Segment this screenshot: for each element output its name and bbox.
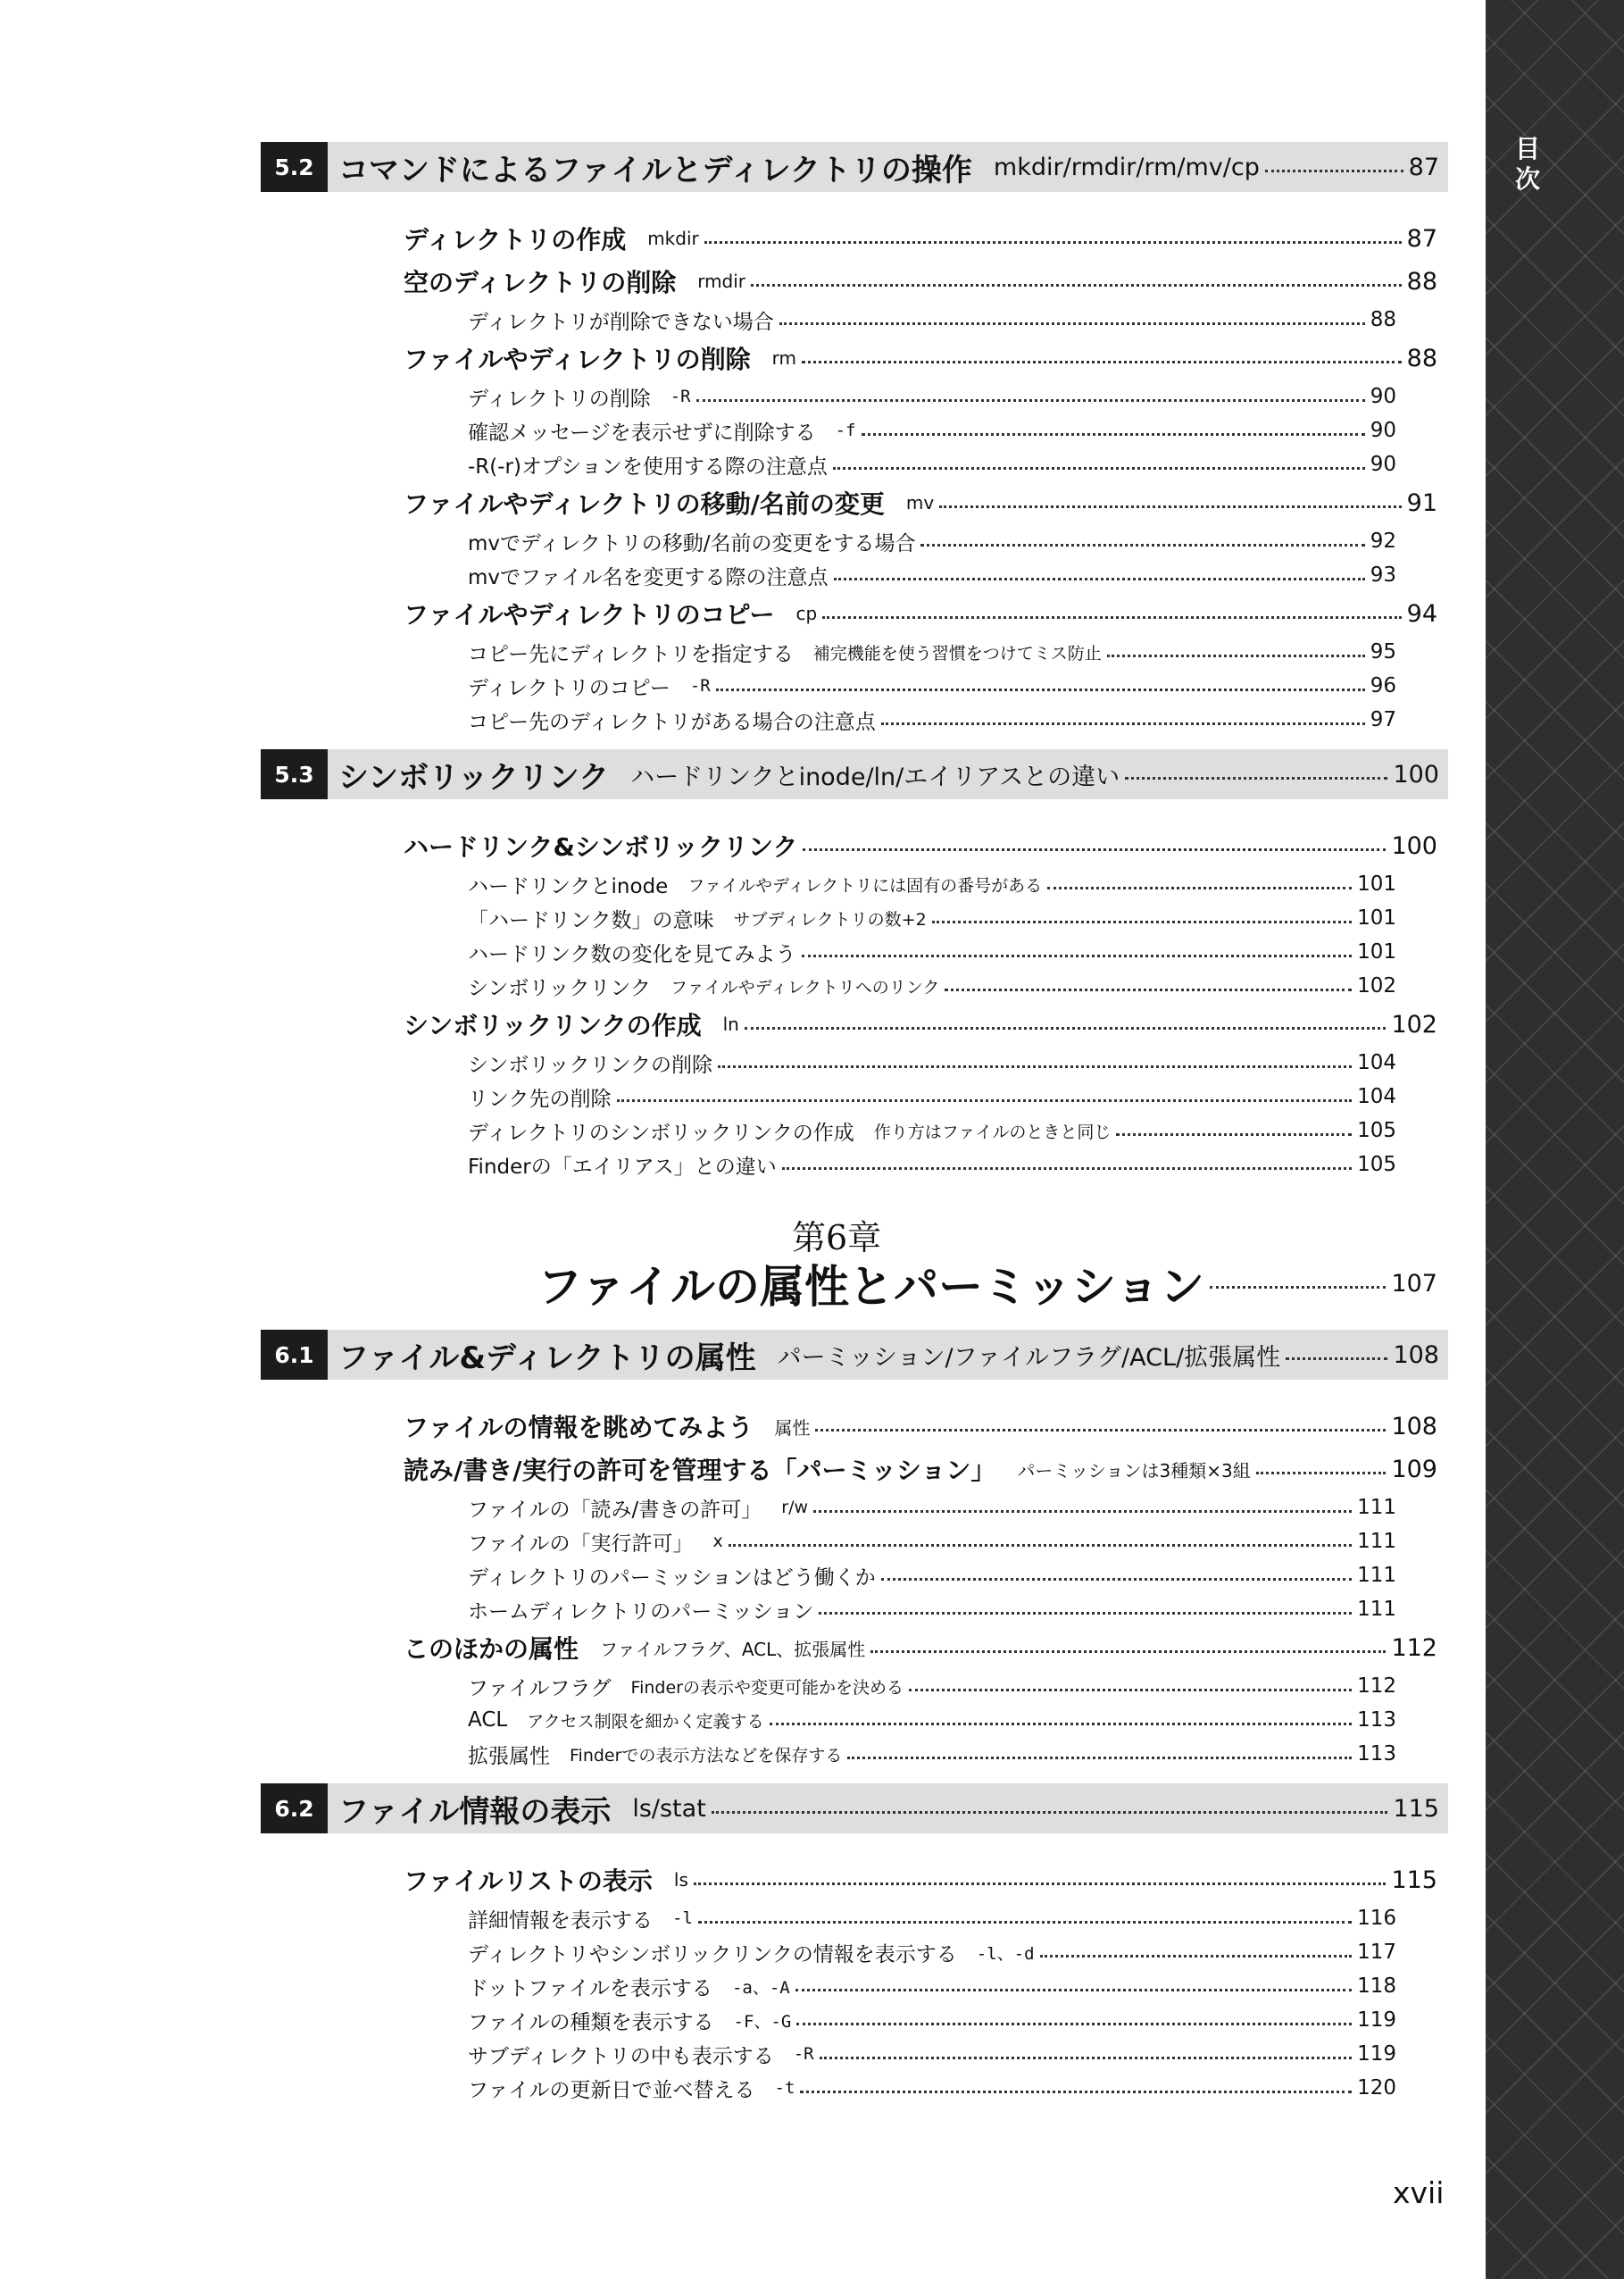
leader-dots [881,722,1365,725]
entry-title: リンク先の削除 [468,1087,612,1111]
leader-dots [745,1027,1387,1030]
entry-page: 94 [1406,599,1437,628]
entry-page: 87 [1406,224,1437,253]
chapter-page: 107 [1391,1269,1437,1298]
leader-dots [1040,1955,1353,1958]
chapter-title-row[interactable] [537,1251,1437,1315]
chapter-title: ファイルの属性とパーミッション [537,1261,1204,1313]
section-title-right [756,1338,1448,1373]
section-heading-6-2[interactable] [261,1783,1448,1833]
leader-dots [945,989,1352,991]
toc-entry[interactable] [404,592,1437,635]
entry-subtitle: 作り方はファイルのときと同じ [873,1122,1112,1142]
entry-page: 88 [1406,267,1437,296]
entry-page: 100 [1391,831,1437,860]
entry-subtitle: アクセス制限を細かく定義する [527,1711,764,1732]
section-subtitle: ls/stat [632,1794,706,1823]
entry-page: 97 [1370,708,1396,731]
section-number: 5.2 [261,142,328,192]
entry-title: 拡張属性 [468,1744,550,1768]
toc-subentry[interactable] [468,1558,1396,1592]
leader-dots [779,322,1365,325]
leader-dots [1047,887,1352,889]
leader-dots [1265,170,1403,172]
entry-page: 111 [1357,1496,1396,1519]
toc-subentry[interactable] [468,703,1396,737]
entry-page: 112 [1357,1674,1396,1698]
entry-title: ファイルリストの表示 [404,1866,653,1896]
index-tab-label: 目次 [1514,134,1540,194]
entry-subtitle: -R [793,2044,814,2064]
leader-dots [847,1757,1352,1759]
entry-title: このほかの属性 [404,1634,579,1664]
section-subtitle: mkdir/rmdir/rm/mv/cp [993,153,1260,181]
entry-page: 92 [1370,530,1396,553]
leader-dots [815,1429,1386,1432]
section-heading-5-2[interactable] [261,142,1448,192]
entry-page: 116 [1357,1907,1396,1930]
toc-entry[interactable] [404,217,1437,260]
toc-subentry[interactable] [468,1969,1396,2003]
section-title-right [611,1795,1448,1823]
entry-page: 111 [1357,1564,1396,1587]
leader-dots [712,1811,1388,1814]
section-title: ファイル&ディレクトリの属性 [338,1340,756,1376]
toc-subentry[interactable] [468,1669,1396,1703]
entry-title: ファイルやディレクトリのコピー [404,600,775,630]
toc-entry[interactable] [404,1626,1437,1669]
leader-dots [718,1065,1352,1068]
toc-subentry[interactable] [468,1490,1396,1524]
entry-title: ディレクトリが削除できない場合 [468,310,774,334]
leader-dots [802,955,1353,957]
entry-subtitle: -a、-A [731,1977,790,1998]
entry-page: 101 [1357,906,1396,930]
section-heading-6-1[interactable] [261,1330,1448,1380]
entry-title: ファイルの種類を表示する [468,2010,714,2034]
toc-subentry[interactable] [468,969,1396,1003]
leader-dots [696,399,1365,402]
entry-subtitle: mv [905,492,935,513]
toc-subentry[interactable] [468,901,1396,935]
entry-title: サブディレクトリの中も表示する [468,2044,774,2068]
section-title: シンボリックリンク [338,759,610,796]
entry-page: 102 [1357,974,1396,998]
toc-subentry[interactable] [468,867,1396,901]
entry-page: 112 [1391,1633,1437,1662]
entry-page: 119 [1357,2042,1396,2066]
entry-title: 読み/書き/実行の許可を管理する「パーミッション」 [404,1456,996,1485]
leader-dots [770,1723,1352,1725]
entry-page: 101 [1357,940,1396,964]
entry-page: 101 [1357,872,1396,896]
section-title: ファイル情報の表示 [338,1793,612,1830]
leader-dots [1210,1286,1386,1289]
leader-dots [909,1689,1352,1691]
toc-subentry[interactable] [468,1901,1396,1935]
toc-subentry[interactable] [468,1148,1396,1181]
leader-dots [1256,1472,1387,1474]
entry-subtitle: サブディレクトリの数+2 [733,909,927,930]
entry-title: ディレクトリの作成 [404,225,627,255]
leader-dots [813,1510,1352,1513]
toc-part-chapter5 [261,142,1448,1181]
entry-subtitle: 補完機能を使う習慣をつけてミス防止 [812,643,1102,664]
section-page: 115 [1393,1794,1439,1823]
entry-subtitle: -l、-d [976,1943,1035,1964]
entry-subtitle: 属性 [774,1416,811,1439]
entry-subtitle: Finderでの表示方法などを保存する [570,1745,843,1766]
leader-dots [834,578,1365,580]
entry-title: ファイルの「実行許可」 [468,1532,694,1556]
entry-subtitle: cp [795,603,818,624]
entry-page: 111 [1357,1530,1396,1553]
leader-dots [862,433,1365,436]
entry-title: 詳細情報を表示する [468,1908,653,1933]
entry-page: 117 [1357,1941,1396,1964]
entry-title: ファイルの更新日で並べ替える [468,2078,755,2102]
toc-subentry[interactable] [468,669,1396,703]
entry-subtitle: x [712,1532,723,1551]
toc-entry[interactable] [404,824,1437,867]
leader-dots [800,2091,1352,2093]
entry-title: コピー先にディレクトリを指定する [468,642,794,666]
entry-title: ディレクトリのシンボリックリンクの作成 [468,1121,854,1145]
entry-page: 120 [1357,2076,1396,2100]
entry-page: 115 [1391,1866,1437,1894]
entry-subtitle: -F、-G [733,2011,792,2032]
toc-entry[interactable] [404,337,1437,380]
toc-subentry[interactable] [468,558,1396,592]
toc-subentry[interactable] [468,2037,1396,2071]
entry-subtitle: -R [689,676,711,696]
entry-title: ファイルの情報を眺めてみよう [404,1413,754,1442]
entry-page: 104 [1357,1051,1396,1074]
entry-page: 90 [1370,453,1396,476]
section-title-right [609,757,1448,792]
leader-dots [803,848,1386,851]
toc-entry[interactable] [404,1858,1437,1901]
section-gap [261,799,1448,824]
entry-title: シンボリックリンク [468,976,652,1000]
table-of-contents [261,129,1448,2105]
leader-dots [704,241,1402,244]
entry-title: シンボリックリンクの削除 [468,1053,713,1077]
entry-title: mvでディレクトリの移動/名前の変更をする場合 [468,531,916,555]
entry-subtitle: ファイルやディレクトリへのリンク [670,977,940,998]
entry-title: ファイルやディレクトリの移動/名前の変更 [404,489,885,519]
entry-page: 119 [1357,2008,1396,2032]
leader-dots [1286,1357,1387,1360]
entry-subtitle: rm [771,347,797,369]
toc-subentry[interactable] [468,1046,1396,1080]
entry-page: 88 [1370,308,1396,331]
entry-page: 91 [1406,488,1437,517]
entry-page: 90 [1370,419,1396,442]
toc-subentry[interactable] [468,1592,1396,1626]
entry-page: 108 [1391,1412,1437,1440]
entry-page: 96 [1370,674,1396,697]
entry-subtitle: ln [722,1014,739,1035]
entry-subtitle: -f [835,421,856,440]
section-heading-5-3[interactable] [261,749,1448,799]
section-number: 6.2 [261,1783,328,1833]
entry-page: 93 [1370,563,1396,587]
toc-subentry[interactable] [468,447,1396,481]
entry-title: ファイルフラグ [468,1676,612,1700]
entry-page: 104 [1357,1085,1396,1108]
section-subtitle: パーミッション/ファイルフラグ/ACL/拡張属性 [777,1343,1281,1372]
entry-subtitle: Finderの表示や変更可能かを決める [630,1677,904,1698]
leader-dots [796,2023,1352,2025]
leader-dots [698,1921,1352,1924]
entry-title: Finderの「エイリアス」との違い [468,1155,777,1179]
chapter-number: 第6章 [792,1218,882,1257]
toc-subentry[interactable] [468,2071,1396,2105]
toc-subentry[interactable] [468,1114,1396,1148]
leader-dots [802,361,1402,363]
entry-title: ディレクトリやシンボリックリンクの情報を表示する [468,1942,957,1966]
toc-subentry[interactable] [468,413,1396,447]
toc-subentry[interactable] [468,1703,1396,1737]
leader-dots [932,921,1352,923]
toc-entry[interactable] [404,1448,1437,1490]
leader-dots [782,1167,1352,1170]
toc-subentry[interactable] [468,1524,1396,1558]
entry-subtitle: rmdir [697,271,746,292]
leader-dots [833,467,1365,470]
entry-page: 113 [1357,1742,1396,1766]
section-page: 87 [1408,153,1439,181]
entry-title: -R(-r)オプションを使用する際の注意点 [468,455,828,479]
toc-subentry[interactable] [468,635,1396,669]
leader-dots [716,689,1365,691]
entry-page: 90 [1370,385,1396,408]
entry-subtitle: ファイルやディレクトリには固有の番号がある [687,875,1043,896]
entry-title: 「ハードリンク数」の意味 [468,908,714,932]
entry-page: 95 [1370,640,1396,664]
entry-subtitle: ls [673,1869,688,1891]
toc-entry[interactable] [404,1003,1437,1046]
entry-title: ホームディレクトリのパーミッション [468,1599,814,1624]
leader-dots [1107,655,1365,657]
entry-subtitle: mkdir [647,228,699,249]
entry-subtitle: -t [774,2078,795,2098]
section-title-right [972,154,1448,181]
entry-title: ディレクトリの削除 [468,387,651,411]
leader-dots [751,284,1402,287]
toc-part-chapter6 [261,1330,1448,2105]
section-number: 6.1 [261,1330,328,1380]
toc-subentry[interactable] [468,2003,1396,2037]
toc-entry[interactable] [404,260,1437,303]
leader-dots [729,1544,1352,1547]
entry-title: ハードリンク数の変化を見てみよう [468,942,796,966]
section-number: 5.3 [261,749,328,799]
entry-title: ファイルの「読み/書きの許可」 [468,1498,762,1522]
toc-subentry[interactable] [468,303,1396,337]
entry-title: ハードリンクとinode [468,874,669,898]
toc-entry[interactable] [404,1405,1437,1448]
section-page: 100 [1393,760,1439,789]
entry-title: シンボリックリンクの作成 [404,1011,702,1040]
leader-dots [1125,777,1387,780]
section-gap [261,1380,1448,1405]
leader-dots [870,1650,1386,1653]
chapter-heading [261,1210,1448,1317]
leader-dots [939,505,1401,508]
leader-dots [920,544,1364,547]
toc-subentry[interactable] [468,1080,1396,1114]
section-gap [261,1833,1448,1858]
entry-title: 確認メッセージを表示せずに削除する [468,421,816,445]
toc-subentry[interactable] [468,935,1396,969]
entry-subtitle: パーミッションは3種類×3組 [1017,1459,1251,1482]
leader-dots [819,1612,1352,1615]
entry-page: 109 [1391,1455,1437,1483]
toc-subentry[interactable] [468,1737,1396,1771]
toc-subentry[interactable] [468,1935,1396,1969]
leader-dots [617,1099,1353,1102]
entry-page: 113 [1357,1708,1396,1732]
entry-page: 105 [1357,1153,1396,1176]
page-folio: xvii [1393,2175,1445,2210]
section-subtitle: ハードリンクとinode/ln/エイリアスとの違い [630,763,1120,791]
toc-entry[interactable] [404,481,1437,524]
chapter-index-tab [1486,0,1624,2279]
entry-title: mvでファイル名を変更する際の注意点 [468,565,829,589]
entry-title: ドットファイルを表示する [468,1976,712,2000]
section-gap [261,192,1448,217]
entry-title: ディレクトリのパーミッションはどう働くか [468,1565,876,1590]
entry-page: 102 [1391,1010,1437,1039]
entry-title: コピー先のディレクトリがある場合の注意点 [468,710,876,734]
entry-title: ハードリンク&シンボリックリンク [404,832,798,862]
entry-subtitle: -l [672,1908,693,1928]
entry-page: 105 [1357,1119,1396,1142]
entry-page: 88 [1406,344,1437,372]
toc-subentry[interactable] [468,380,1396,413]
entry-title: ACL [468,1708,508,1732]
entry-page: 111 [1357,1598,1396,1621]
leader-dots [1116,1133,1352,1136]
leader-dots [822,616,1401,619]
leader-dots [881,1578,1352,1581]
leader-dots [795,1989,1352,1991]
leader-dots [820,2057,1353,2059]
entry-title: 空のディレクトリの削除 [404,268,677,297]
toc-subentry[interactable] [468,524,1396,558]
entry-subtitle: r/w [781,1498,809,1517]
section-page: 108 [1393,1340,1439,1369]
leader-dots [694,1882,1387,1885]
entry-page: 118 [1357,1974,1396,1998]
entry-subtitle: -R [670,387,691,406]
entry-title: ファイルやディレクトリの削除 [404,345,751,374]
section-title: コマンドによるファイルとディレクトリの操作 [338,152,972,188]
entry-subtitle: ファイルフラグ、ACL、拡張属性 [600,1638,866,1660]
entry-title: ディレクトリのコピー [468,676,670,700]
